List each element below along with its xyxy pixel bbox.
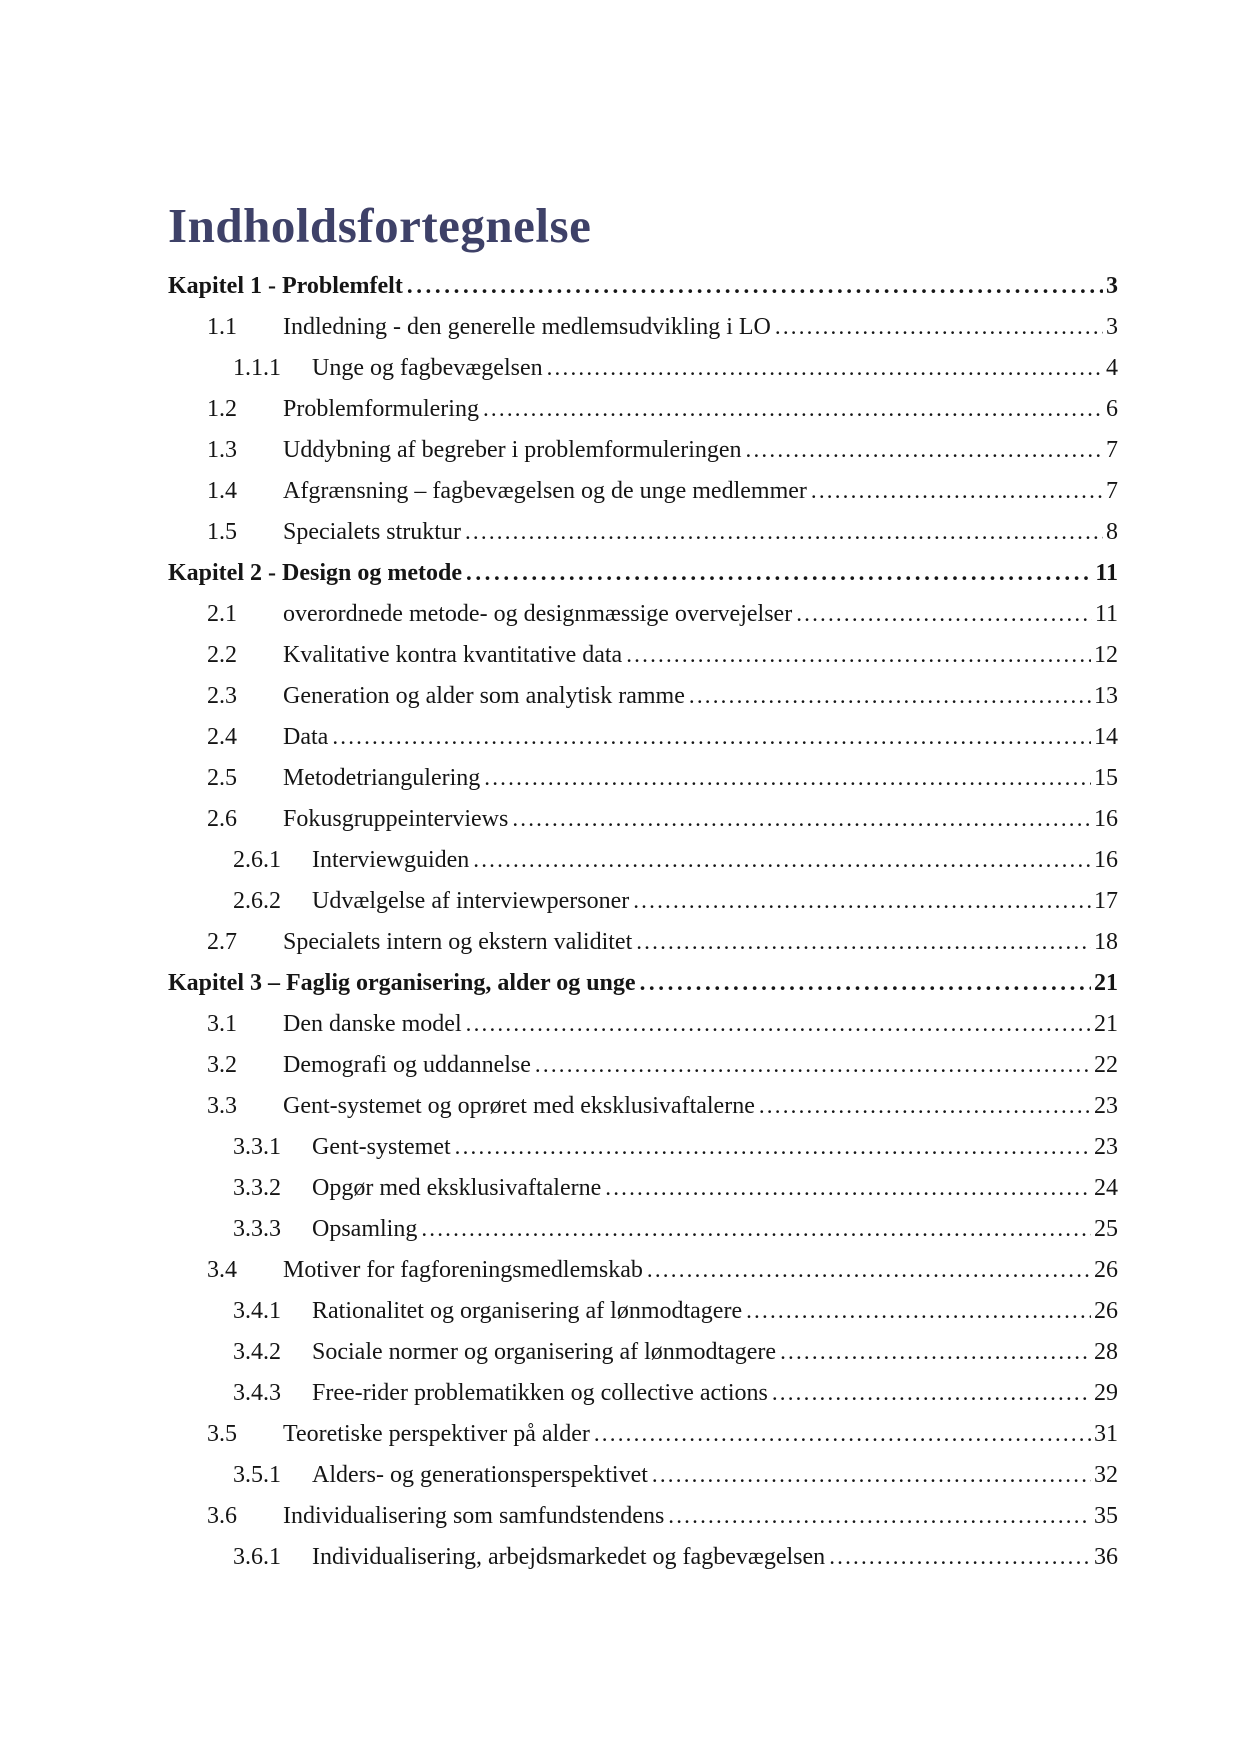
toc-entry-number: 1.2 [207, 396, 237, 423]
toc-entry-label: Demografi og uddannelse [283, 1052, 531, 1079]
dot-leader [652, 1454, 1091, 1496]
toc-entry-page: 25 [1094, 1216, 1118, 1243]
toc-entry-label: Specialets struktur [283, 519, 461, 546]
toc-entry-page: 7 [1106, 437, 1118, 464]
toc-entry-page: 28 [1094, 1339, 1118, 1366]
toc-entry-number: 2.3 [207, 683, 237, 710]
dot-leader [796, 593, 1092, 635]
toc-entry-label: Kapitel 3 – Faglig organisering, alder og unge [168, 970, 636, 997]
toc-entry-number: 2.6.1 [233, 847, 281, 874]
toc-entry-number: 3.6 [207, 1503, 237, 1530]
toc-entry-label: Uddybning af begreber i problemformuleringen [283, 437, 742, 464]
toc-entry[interactable] [168, 1044, 1118, 1085]
toc-entry-number: 3.6.1 [233, 1544, 281, 1571]
toc-entry[interactable] [168, 1413, 1118, 1454]
toc-entry[interactable] [168, 1208, 1118, 1249]
toc-entry-label: Data [283, 724, 329, 751]
toc-entry-number: 1.1.1 [233, 355, 281, 382]
dot-leader [466, 1003, 1091, 1045]
dot-leader [455, 1126, 1091, 1168]
toc-entry[interactable] [168, 1085, 1118, 1126]
toc-entry[interactable] [168, 1495, 1118, 1536]
toc-entry[interactable] [168, 1249, 1118, 1290]
toc-entry-page: 36 [1094, 1544, 1118, 1571]
toc-entry-label: Free-rider problematikken og collective actions [312, 1380, 768, 1407]
toc-entry-page: 29 [1094, 1380, 1118, 1407]
toc-entry[interactable] [168, 798, 1118, 839]
toc-entry-page: 3 [1106, 273, 1118, 300]
toc-entry[interactable] [168, 1536, 1118, 1577]
toc-entry-number: 2.6.2 [233, 888, 281, 915]
toc-entry-page: 16 [1094, 806, 1118, 833]
toc-entry[interactable] [168, 1290, 1118, 1331]
toc-entry[interactable] [168, 388, 1118, 429]
toc-entry-number: 3.4.1 [233, 1298, 281, 1325]
dot-leader [626, 634, 1091, 676]
toc-entry-label: Kvalitative kontra kvantitative data [283, 642, 623, 669]
dot-leader [759, 1085, 1091, 1127]
toc-entry-label: Specialets intern og ekstern validitet [283, 929, 633, 956]
toc-entry-page: 23 [1094, 1093, 1118, 1120]
toc-entry-label: Opsamling [312, 1216, 418, 1243]
toc-entry-page: 14 [1094, 724, 1118, 751]
toc-entry-number: 1.5 [207, 519, 237, 546]
toc-entry-number: 1.4 [207, 478, 237, 505]
toc-entry-page: 3 [1106, 314, 1118, 341]
toc-entry-label: Alders- og generationsperspektivet [312, 1462, 648, 1489]
table-of-contents [168, 265, 1118, 1577]
toc-entry-label: Gent-systemet og oprøret med eksklusivaftalerne [283, 1093, 755, 1120]
toc-entry-page: 7 [1106, 478, 1118, 505]
toc-entry-label: Kapitel 1 - Problemfelt [168, 273, 403, 300]
dot-leader [465, 511, 1103, 553]
dot-leader [746, 429, 1103, 471]
toc-entry-page: 26 [1094, 1257, 1118, 1284]
toc-entry[interactable] [168, 921, 1118, 962]
toc-entry-label: Opgør med eksklusivaftalerne [312, 1175, 602, 1202]
toc-entry-page: 31 [1094, 1421, 1118, 1448]
toc-entry-label: Udvælgelse af interviewpersoner [312, 888, 630, 915]
toc-entry[interactable] [168, 880, 1118, 921]
toc-entry-page: 11 [1094, 601, 1118, 628]
toc-entry[interactable] [168, 634, 1118, 675]
toc-entry-page: 18 [1094, 929, 1118, 956]
toc-entry-number: 3.4.3 [233, 1380, 281, 1407]
toc-entry-number: 3.5.1 [233, 1462, 281, 1489]
toc-entry[interactable] [168, 265, 1118, 306]
toc-entry-label: Afgrænsning – fagbevægelsen og de unge medlemmer [283, 478, 807, 505]
toc-entry-label: Problemformulering [283, 396, 479, 423]
dot-leader [772, 1372, 1091, 1414]
toc-entry-label: Gent-systemet [312, 1134, 451, 1161]
toc-entry-page: 6 [1106, 396, 1118, 423]
toc-entry-number: 3.3 [207, 1093, 237, 1120]
dot-leader [775, 306, 1103, 348]
toc-entry-number: 1.3 [207, 437, 237, 464]
dot-leader [535, 1044, 1091, 1086]
toc-entry-page: 12 [1094, 642, 1118, 669]
toc-entry[interactable] [168, 429, 1118, 470]
toc-entry-label: Motiver for fagforeningsmedlemskab [283, 1257, 643, 1284]
toc-entry[interactable] [168, 962, 1118, 1003]
dot-leader [640, 962, 1091, 1004]
toc-entry[interactable] [168, 552, 1118, 593]
toc-entry-page: 4 [1106, 355, 1118, 382]
dot-leader [829, 1536, 1091, 1578]
toc-entry-label: Metodetriangulering [283, 765, 481, 792]
toc-entry-label: overordnede metode- og designmæssige overvejelser [283, 601, 793, 628]
toc-entry-label: Unge og fagbevægelsen [312, 355, 543, 382]
toc-entry[interactable] [168, 1331, 1118, 1372]
dot-leader [633, 880, 1091, 922]
toc-entry[interactable] [168, 1372, 1118, 1413]
dot-leader [421, 1208, 1091, 1250]
dot-leader [636, 921, 1091, 963]
toc-entry-page: 23 [1094, 1134, 1118, 1161]
toc-entry-number: 3.5 [207, 1421, 237, 1448]
toc-entry-number: 1.1 [207, 314, 237, 341]
toc-entry-number: 2.7 [207, 929, 237, 956]
toc-entry[interactable] [168, 470, 1118, 511]
toc-entry-number: 3.2 [207, 1052, 237, 1079]
toc-entry-page: 26 [1094, 1298, 1118, 1325]
toc-entry[interactable] [168, 593, 1118, 634]
dot-leader [466, 552, 1092, 594]
dot-leader [594, 1413, 1091, 1455]
dot-leader [512, 798, 1091, 840]
toc-entry[interactable] [168, 347, 1118, 388]
dot-leader [811, 470, 1103, 512]
dot-leader [605, 1167, 1091, 1209]
toc-entry-page: 8 [1106, 519, 1118, 546]
toc-entry-label: Generation og alder som analytisk ramme [283, 683, 685, 710]
toc-entry-label: Rationalitet og organisering af lønmodtagere [312, 1298, 743, 1325]
dot-leader [473, 839, 1091, 881]
dot-leader [746, 1290, 1091, 1332]
dot-leader [668, 1495, 1091, 1537]
toc-entry[interactable] [168, 306, 1118, 347]
toc-entry-number: 3.3.1 [233, 1134, 281, 1161]
toc-entry-page: 11 [1095, 560, 1118, 587]
toc-entry[interactable] [168, 716, 1118, 757]
toc-entry-number: 3.4.2 [233, 1339, 281, 1366]
dot-leader [689, 675, 1091, 717]
toc-entry-number: 2.4 [207, 724, 237, 751]
toc-entry-label: Indledning - den generelle medlemsudvikling i LO [283, 314, 771, 341]
toc-entry-label: Teoretiske perspektiver på alder [283, 1421, 590, 1448]
dot-leader [407, 265, 1103, 307]
toc-entry-label: Individualisering, arbejdsmarkedet og fagbevægelsen [312, 1544, 826, 1571]
toc-entry[interactable] [168, 1454, 1118, 1495]
toc-entry[interactable] [168, 1126, 1118, 1167]
toc-entry[interactable] [168, 1167, 1118, 1208]
toc-entry-label: Den danske model [283, 1011, 462, 1038]
toc-entry-label: Individualisering som samfundstendens [283, 1503, 665, 1530]
dot-leader [483, 388, 1103, 430]
toc-entry-page: 21 [1094, 1011, 1118, 1038]
toc-entry-number: 3.3.3 [233, 1216, 281, 1243]
dot-leader [484, 757, 1091, 799]
page-title: Indholdsfortegnelse [168, 198, 592, 253]
dot-leader [332, 716, 1091, 758]
dot-leader [547, 347, 1103, 389]
dot-leader [780, 1331, 1091, 1373]
toc-entry[interactable] [168, 1003, 1118, 1044]
toc-entry-number: 3.1 [207, 1011, 237, 1038]
toc-entry-page: 35 [1094, 1503, 1118, 1530]
toc-entry-page: 15 [1094, 765, 1118, 792]
toc-entry-page: 24 [1094, 1175, 1118, 1202]
toc-entry[interactable] [168, 757, 1118, 798]
toc-entry-page: 21 [1094, 970, 1118, 997]
toc-entry-label: Fokusgruppeinterviews [283, 806, 509, 833]
toc-entry-number: 2.2 [207, 642, 237, 669]
toc-entry-number: 2.6 [207, 806, 237, 833]
toc-entry-page: 13 [1094, 683, 1118, 710]
toc-entry-page: 16 [1094, 847, 1118, 874]
toc-entry[interactable] [168, 511, 1118, 552]
toc-entry-number: 2.1 [207, 601, 237, 628]
dot-leader [647, 1249, 1091, 1291]
toc-entry-page: 17 [1094, 888, 1118, 915]
toc-entry-page: 32 [1094, 1462, 1118, 1489]
toc-entry-label: Interviewguiden [312, 847, 470, 874]
toc-entry-label: Kapitel 2 - Design og metode [168, 560, 462, 587]
toc-entry-number: 2.5 [207, 765, 237, 792]
toc-entry-number: 3.3.2 [233, 1175, 281, 1202]
toc-entry-page: 22 [1094, 1052, 1118, 1079]
toc-entry[interactable] [168, 675, 1118, 716]
toc-entry-label: Sociale normer og organisering af lønmodtagere [312, 1339, 777, 1366]
toc-entry[interactable] [168, 839, 1118, 880]
toc-entry-number: 3.4 [207, 1257, 237, 1284]
